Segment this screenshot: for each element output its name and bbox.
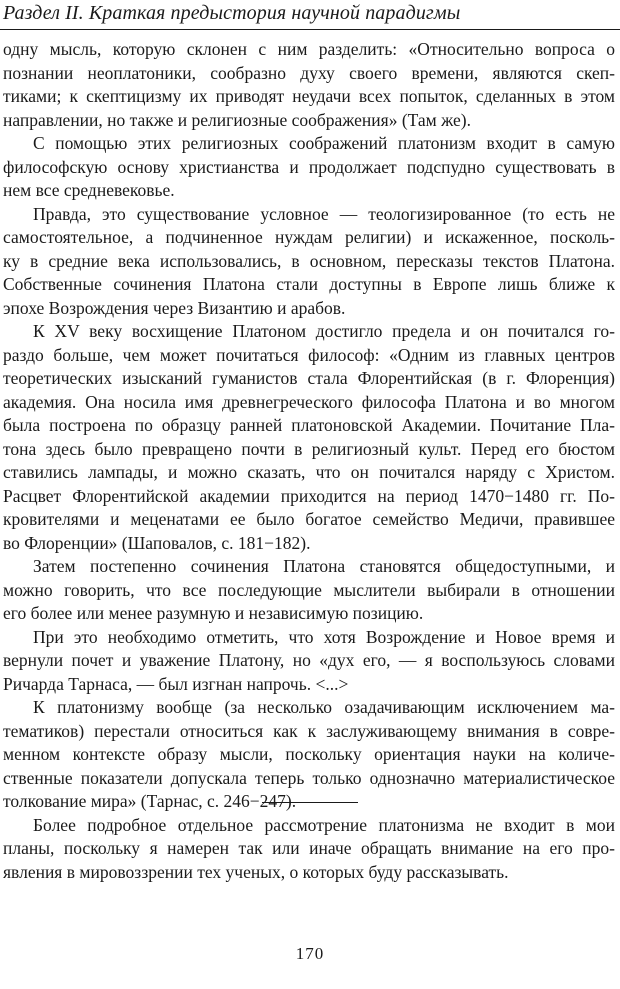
paragraph <box>3 320 615 555</box>
text-line: кровителями и меценатами ее было богатое семейство Медичи, правившее <box>3 509 615 529</box>
text-line: Ричарда Тарнаса, — был изгнан напрочь. <...> <box>3 673 349 694</box>
paragraph <box>3 626 615 697</box>
text-line: Затем постепенно сочинения Платона становятся общедоступными, и <box>33 556 615 576</box>
section-end-rule <box>262 802 358 803</box>
text-line: тона здесь было превращено почти в религиозный культ. Перед его бюстом <box>3 438 615 459</box>
text-line: Правда, это существование условное — теологизированное (то есть не <box>33 203 615 224</box>
text-line: С помощью этих религиозных соображений платонизм входит в самую <box>33 133 615 153</box>
page-number: 170 <box>295 944 325 963</box>
text-line: явления в мировоззрении тех ученых, о которых буду рассказывать. <box>3 861 509 882</box>
text-line: эпохе Возрождения через Византию и арабов. <box>3 297 346 318</box>
text-line: планы, поскольку я намерен так или иначе обращать внимание на его про- <box>3 838 615 858</box>
text-line: вернули почет и уважение Платону, но «дух его, — я воспользуюсь словами <box>3 650 615 670</box>
text-line: теоретических изысканий гуманистов стала Флорентийская (в г. Флоренция) <box>3 368 615 388</box>
text-line: толкование мира» (Тарнас, с. 246−247). <box>3 791 297 811</box>
paragraph <box>3 203 615 321</box>
paragraph <box>3 555 615 626</box>
paragraph <box>3 38 615 132</box>
text-line: ственные показатели допускала теперь только однозначно материалистическое <box>3 767 615 788</box>
text-line: направлении, но также и религиозные соображения» (Там же). <box>3 109 471 130</box>
text-line: нем все средневековье. <box>3 180 175 200</box>
header-rule <box>0 29 620 30</box>
text-line: ку в средние века использовались, в основном, пересказы текстов Платона. <box>3 250 615 271</box>
text-line: во Флоренции» (Шаповалов, с. 181−182). <box>3 532 311 553</box>
text-line: познании неоплатоники, сообразно духу своего времени, являются скеп- <box>3 62 615 83</box>
text-line: тематиков) перестали относиться как к заслуживающему внимания в совре- <box>3 720 615 741</box>
paragraph <box>3 696 615 814</box>
text-line: раздо больше, чем может почитаться философ: «Одним из главных центров <box>3 344 615 365</box>
paragraph <box>3 132 615 203</box>
text-line: Расцвет Флорентийской академии приходится на период 1470−1480 гг. По- <box>3 485 615 506</box>
text-line: Собственные сочинения Платона стали доступны в Европе лишь ближе к <box>3 274 615 294</box>
text-line: самостоятельное, а подчиненное нуждам религии) и искаженное, посколь- <box>3 227 615 247</box>
text-line: Более подробное отдельное рассмотрение платонизма не входит в мои <box>33 814 615 835</box>
text-line: можно говорить, что все последующие мыслители выбирали в отношении <box>3 579 615 600</box>
text-line: ставились лампады, и можно сказать, что он почитался наряду с Христом. <box>3 462 615 482</box>
text-line: К платонизму вообще (за несколько озадачивающим исключением ма- <box>33 697 615 717</box>
running-header-title: Раздел II. Краткая предыстория научной парадигмы <box>3 2 461 24</box>
text-line: одну мысль, которую склонен с ним разделить: «Относительно вопроса о <box>3 39 615 59</box>
text-line: менном контексте образу мысли, поскольку ориентация науки на количе- <box>3 744 615 764</box>
text-line: К XV веку восхищение Платоном достигло предела и он почитался го- <box>33 321 615 341</box>
body-text <box>3 38 615 884</box>
text-line: его более или менее разумную и независимую позицию. <box>3 603 424 623</box>
text-line: философскую основу христианства и продолжает подспудно существовать в <box>3 156 615 177</box>
text-line: была построена по образцу ранней платоновской Академии. Почитание Пла- <box>3 415 615 435</box>
text-line: При это необходимо отметить, что хотя Возрождение и Новое время и <box>33 626 615 647</box>
text-line: академия. Она носила имя древнегреческого философа Платона и во многом <box>3 391 615 412</box>
paragraph <box>3 814 615 885</box>
text-line: тиками; к скептицизму их приводят неудачи всех попыток, сделанных в этом <box>3 86 615 106</box>
